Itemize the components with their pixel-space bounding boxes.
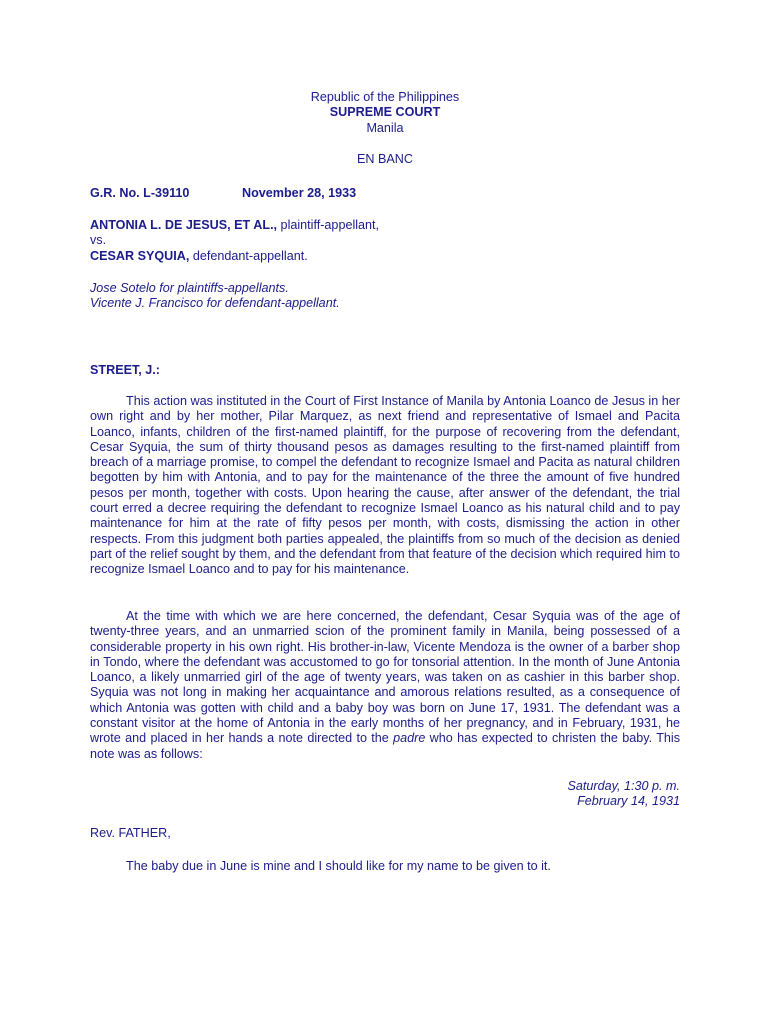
opinion-paragraph-1: This action was instituted in the Court of First Instance of Manila by Antonia Loanco de Jesus in her own right and by her mother, Pilar Marquez, as next friend and representative of Ismael and Pacita Loanco, infants, children of the first-named plaintiff, for the purpose of recovering from the defendant, Cesar Syquia, the sum of thirty thousand pesos as damages resulting to the first-named plaintiff from breach of a marriage promise, to compel the defendant to recognize Ismael and Pacita as natural children begotten by him with Antonia, and to pay for the maintenance of the three the amount of five hundred pesos per month, together with costs. Upon hearing the cause, after answer of the defendant, the trial court erred a decree requiring the defendant to recognize Ismael Loanco as his natural child and to pay maintenance for him at the rate of fifty pesos per month, with costs, dismissing the action in other respects. From this judgment both parties appealed, the plaintiffs from so much of the decision as denied part of the relief sought by them, and the defendant from that feature of the decision which required him to recognize Ismael Loanco and to pay for his maintenance.	[90, 394, 680, 577]
defendant-name: CESAR SYQUIA,	[90, 248, 190, 263]
court-city: Manila	[366, 120, 404, 135]
opinion-author: STREET, J.:	[90, 363, 160, 377]
gr-number: G.R. No. L-39110	[90, 186, 190, 200]
note-salutation: Rev. FATHER,	[90, 826, 171, 840]
counsel-plaintiff: Jose Sotelo for plaintiffs-appellants.	[90, 281, 289, 295]
division-line: EN BANC	[357, 152, 413, 166]
padre-term: padre	[393, 731, 426, 746]
plaintiff-role: plaintiff-appellant,	[277, 218, 380, 232]
court-name: SUPREME COURT	[329, 105, 441, 120]
defendant-role: defendant-appellant.	[189, 248, 308, 263]
parties-block	[90, 218, 680, 264]
counsel-block	[90, 281, 680, 312]
counsel-defendant: Vicente J. Francisco for defendant-appellant.	[90, 296, 340, 311]
plaintiff-name: ANTONIA L. DE JESUS, ET AL.,	[90, 218, 278, 232]
note-time: Saturday, 1:30 p. m.	[567, 779, 680, 793]
decision-date: November 28, 1933	[242, 186, 357, 200]
case-number-row	[90, 186, 680, 201]
note-dateline	[90, 779, 680, 810]
opinion-paragraph-2: At the time with which we are here concerned, the defendant, Cesar Syquia was of the age of twenty-three years, and an unmarried scion of the prominent family in Manila, being possessed of a considerable property in his own right. His brother-in-law, Vicente Mendoza is the owner of a barber shop in Tondo, where the defendant was accustomed to go for tonsorial attention. In the month of June Antonia Loanco, a likely unmarried girl of the age of twenty years, was taken on as cashier in this barber shop. Syquia was not long in making her acquaintance and amorous relations resulted, as a consequence of which Antonia was gotten with child and a baby boy was born on June 17, 1931. The defendant was a constant visitor at the home of Antonia in the early months of her pregnancy, and in February, 1931, he wrote and placed in her hands a note directed to the padre who has expected to christen the baby. This note was as follows:	[90, 609, 680, 761]
note-body: The baby due in June is mine and I should like for my name to be given to it.	[126, 859, 551, 873]
plaintiff-line	[90, 218, 680, 233]
note-date: February 14, 1931	[577, 794, 680, 809]
defendant-line	[90, 249, 680, 264]
republic-line: Republic of the Philippines	[310, 90, 460, 104]
court-header	[90, 90, 680, 136]
versus-line: vs.	[90, 233, 107, 248]
